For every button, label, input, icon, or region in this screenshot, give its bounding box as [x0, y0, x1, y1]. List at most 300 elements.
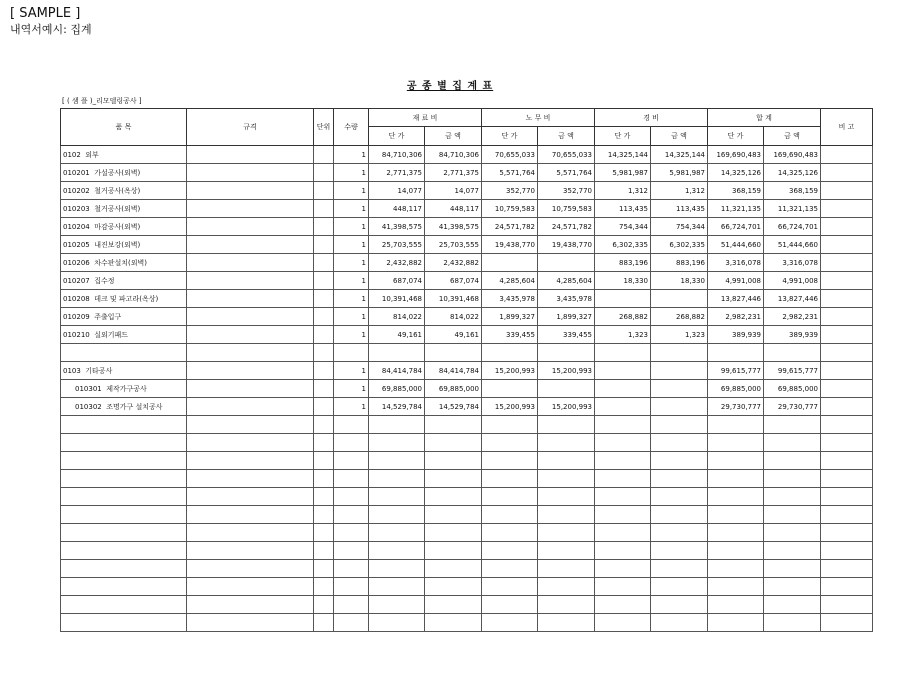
cell-expense-amount: 754,344 [651, 218, 708, 236]
cell-total-unit-price: 368,159 [708, 182, 764, 200]
cell-remark [821, 380, 873, 398]
header-qty: 수량 [334, 109, 369, 146]
cell-material-unit-price: 448,117 [369, 200, 425, 218]
cell-labor-unit-price: 24,571,782 [482, 218, 538, 236]
cell-item [61, 200, 187, 218]
cell-empty [708, 524, 764, 542]
cell-material-amount: 49,161 [425, 326, 482, 344]
cell-total-amount: 66,724,701 [764, 218, 821, 236]
cell-empty [708, 542, 764, 560]
cell-empty [821, 596, 873, 614]
cell-empty [764, 452, 821, 470]
cell-empty [369, 524, 425, 542]
cell-empty [821, 614, 873, 632]
cell-total-unit-price: 14,325,126 [708, 164, 764, 182]
cell-empty [61, 470, 187, 488]
item-code: 010302 [75, 402, 102, 411]
cell-empty [369, 416, 425, 434]
cell-qty: 1 [334, 398, 369, 416]
cell-spec [187, 308, 314, 326]
header-expense: 경 비 [595, 109, 708, 127]
cell-empty [425, 488, 482, 506]
cell-empty [425, 524, 482, 542]
cell-empty [61, 596, 187, 614]
cell-material-amount: 25,703,555 [425, 236, 482, 254]
cell-empty [369, 506, 425, 524]
cell-empty [538, 488, 595, 506]
cell-qty: 1 [334, 236, 369, 254]
cell-empty [708, 488, 764, 506]
cell-spec [187, 236, 314, 254]
cell-empty [595, 470, 651, 488]
cell-spec [187, 290, 314, 308]
cell-total-amount: 14,325,126 [764, 164, 821, 182]
item-name: 조명가구 설치공사 [106, 402, 163, 411]
cell-qty: 1 [334, 272, 369, 290]
cell-remark [821, 398, 873, 416]
cell-item [61, 362, 187, 380]
empty-row [61, 542, 873, 560]
cell-remark [821, 272, 873, 290]
cell-empty [651, 614, 708, 632]
cell-material-unit-price: 41,398,575 [369, 218, 425, 236]
cell-empty [821, 560, 873, 578]
table-row [61, 362, 873, 380]
cell-material-amount: 2,771,375 [425, 164, 482, 182]
cell-total-unit-price: 169,690,483 [708, 146, 764, 164]
cell-empty [595, 452, 651, 470]
cell-empty [764, 542, 821, 560]
cell-qty: 1 [334, 380, 369, 398]
cell-empty [764, 434, 821, 452]
item-code: 010210 [63, 330, 90, 339]
item-name: 철거공사(옥상) [94, 186, 141, 195]
cell-spec [187, 326, 314, 344]
cell-empty [61, 578, 187, 596]
cell-empty [821, 452, 873, 470]
cell-item [61, 182, 187, 200]
cell-empty [425, 434, 482, 452]
cell-expense-unit-price [595, 380, 651, 398]
item-code: 010204 [63, 222, 90, 231]
table-row [61, 344, 873, 362]
cell-empty [482, 614, 538, 632]
empty-row [61, 578, 873, 596]
cell-empty [595, 542, 651, 560]
cell-material-unit-price: 10,391,468 [369, 290, 425, 308]
cell-material-amount: 14,529,784 [425, 398, 482, 416]
cell-empty [651, 488, 708, 506]
cell-labor-unit-price: 19,438,770 [482, 236, 538, 254]
cell-empty [61, 452, 187, 470]
cell-unit [314, 236, 334, 254]
cell-empty [334, 560, 369, 578]
cell-item [61, 218, 187, 236]
item-name: 제작가구공사 [106, 384, 147, 393]
cell-unit [314, 398, 334, 416]
cell-empty [187, 506, 314, 524]
cell-remark [821, 236, 873, 254]
table-row [61, 398, 873, 416]
cell-qty: 1 [334, 308, 369, 326]
cell-empty [651, 452, 708, 470]
cell-empty [334, 506, 369, 524]
cell-material-unit-price: 2,771,375 [369, 164, 425, 182]
cell-empty [187, 452, 314, 470]
cell-total-unit-price: 13,827,446 [708, 290, 764, 308]
cell-item [61, 380, 187, 398]
cell-remark [821, 218, 873, 236]
cell-spec [187, 182, 314, 200]
item-code: 010208 [63, 294, 90, 303]
cell-expense-unit-price: 883,196 [595, 254, 651, 272]
cell-spec [187, 344, 314, 362]
item-code: 010201 [63, 168, 90, 177]
cell-empty [764, 596, 821, 614]
cell-spec [187, 254, 314, 272]
cell-expense-amount: 883,196 [651, 254, 708, 272]
cell-item [61, 344, 187, 362]
cell-empty [334, 578, 369, 596]
empty-row [61, 614, 873, 632]
cell-empty [61, 614, 187, 632]
cell-total-amount: 11,321,135 [764, 200, 821, 218]
cell-labor-unit-price: 352,770 [482, 182, 538, 200]
cell-empty [708, 578, 764, 596]
cell-empty [708, 452, 764, 470]
cell-expense-unit-price: 754,344 [595, 218, 651, 236]
cell-empty [651, 578, 708, 596]
cell-empty [425, 560, 482, 578]
cell-empty [764, 524, 821, 542]
cell-spec [187, 164, 314, 182]
cell-remark [821, 326, 873, 344]
cell-material-amount: 84,710,306 [425, 146, 482, 164]
cell-unit [314, 200, 334, 218]
cell-empty [538, 578, 595, 596]
cell-spec [187, 272, 314, 290]
cell-labor-unit-price [482, 344, 538, 362]
cell-empty [482, 596, 538, 614]
cell-labor-amount: 15,200,993 [538, 398, 595, 416]
cell-empty [425, 596, 482, 614]
cell-qty: 1 [334, 164, 369, 182]
empty-row [61, 560, 873, 578]
cell-material-amount: 10,391,468 [425, 290, 482, 308]
cell-empty [821, 506, 873, 524]
cell-empty [187, 434, 314, 452]
table-row [61, 182, 873, 200]
cell-empty [821, 524, 873, 542]
cell-empty [708, 614, 764, 632]
cell-expense-amount: 14,325,144 [651, 146, 708, 164]
cell-empty [651, 524, 708, 542]
cell-empty [538, 470, 595, 488]
empty-row [61, 488, 873, 506]
cell-empty [61, 560, 187, 578]
cell-expense-unit-price: 268,882 [595, 308, 651, 326]
cell-total-unit-price [708, 344, 764, 362]
cell-unit [314, 344, 334, 362]
cell-material-unit-price: 25,703,555 [369, 236, 425, 254]
cell-expense-amount: 1,312 [651, 182, 708, 200]
cell-item [61, 164, 187, 182]
cell-empty [482, 488, 538, 506]
cell-empty [334, 614, 369, 632]
cell-material-amount: 814,022 [425, 308, 482, 326]
item-name: 마감공사(외벽) [94, 222, 141, 231]
empty-row [61, 434, 873, 452]
item-code: 0103 [63, 366, 81, 375]
cell-empty [61, 488, 187, 506]
cell-unit [314, 218, 334, 236]
cell-empty [595, 614, 651, 632]
cell-empty [708, 470, 764, 488]
cell-qty: 1 [334, 146, 369, 164]
cell-total-unit-price: 2,982,231 [708, 308, 764, 326]
cell-empty [595, 524, 651, 542]
cell-empty [764, 506, 821, 524]
cell-empty [538, 434, 595, 452]
header-unit: 단위 [314, 109, 334, 146]
cell-empty [334, 596, 369, 614]
table-row [61, 308, 873, 326]
cell-item [61, 146, 187, 164]
cell-expense-amount [651, 380, 708, 398]
cell-empty [821, 470, 873, 488]
cell-labor-amount: 3,435,978 [538, 290, 595, 308]
cell-total-amount: 29,730,777 [764, 398, 821, 416]
cell-total-unit-price: 99,615,777 [708, 362, 764, 380]
cell-spec [187, 146, 314, 164]
table-row [61, 218, 873, 236]
cell-expense-amount [651, 344, 708, 362]
item-name: 집수정 [94, 276, 115, 285]
cell-labor-amount: 24,571,782 [538, 218, 595, 236]
cell-expense-amount [651, 290, 708, 308]
empty-row [61, 524, 873, 542]
cell-empty [482, 506, 538, 524]
cell-empty [764, 614, 821, 632]
cell-empty [61, 434, 187, 452]
cell-empty [187, 578, 314, 596]
table-row [61, 290, 873, 308]
cell-total-unit-price: 51,444,660 [708, 236, 764, 254]
cell-expense-amount: 113,435 [651, 200, 708, 218]
cell-item [61, 290, 187, 308]
cell-remark [821, 182, 873, 200]
cell-expense-amount [651, 362, 708, 380]
cell-expense-unit-price: 1,312 [595, 182, 651, 200]
cell-item [61, 254, 187, 272]
cell-labor-unit-price: 5,571,764 [482, 164, 538, 182]
cell-remark [821, 290, 873, 308]
cell-qty: 1 [334, 362, 369, 380]
cell-empty [314, 506, 334, 524]
cell-empty [314, 560, 334, 578]
cell-empty [595, 596, 651, 614]
cell-empty [595, 578, 651, 596]
header-labor-unit-price: 단 가 [482, 127, 538, 146]
cell-empty [482, 452, 538, 470]
cell-total-unit-price: 389,939 [708, 326, 764, 344]
cell-total-unit-price: 29,730,777 [708, 398, 764, 416]
cell-expense-unit-price [595, 362, 651, 380]
cell-labor-unit-price: 15,200,993 [482, 398, 538, 416]
cell-empty [334, 524, 369, 542]
cell-labor-amount: 19,438,770 [538, 236, 595, 254]
cell-empty [538, 614, 595, 632]
cell-empty [764, 578, 821, 596]
cell-empty [334, 470, 369, 488]
cell-labor-amount: 352,770 [538, 182, 595, 200]
cell-empty [369, 596, 425, 614]
cell-labor-amount: 70,655,033 [538, 146, 595, 164]
cell-remark [821, 254, 873, 272]
cell-empty [821, 542, 873, 560]
item-name: 내진보강(외벽) [94, 240, 141, 249]
header-material-unit-price: 단 가 [369, 127, 425, 146]
cell-total-unit-price: 4,991,008 [708, 272, 764, 290]
cell-expense-unit-price: 6,302,335 [595, 236, 651, 254]
cell-material-unit-price: 2,432,882 [369, 254, 425, 272]
cell-material-amount: 84,414,784 [425, 362, 482, 380]
cell-empty [764, 560, 821, 578]
cell-expense-unit-price: 113,435 [595, 200, 651, 218]
cell-total-amount: 169,690,483 [764, 146, 821, 164]
cell-total-unit-price: 66,724,701 [708, 218, 764, 236]
cell-expense-amount: 1,323 [651, 326, 708, 344]
item-code: 010206 [63, 258, 90, 267]
cell-empty [821, 578, 873, 596]
item-name: 데크 및 파고라(옥상) [94, 294, 159, 303]
cell-total-amount: 3,316,078 [764, 254, 821, 272]
cell-empty [187, 488, 314, 506]
header-expense-unit-price: 단 가 [595, 127, 651, 146]
cell-empty [61, 506, 187, 524]
cell-empty [482, 560, 538, 578]
cell-unit [314, 164, 334, 182]
cell-empty [595, 560, 651, 578]
cell-material-amount: 687,074 [425, 272, 482, 290]
cell-unit [314, 362, 334, 380]
document-title [0, 77, 900, 92]
cell-empty [314, 416, 334, 434]
table-row [61, 380, 873, 398]
header-item: 품 목 [61, 109, 187, 146]
cell-empty [482, 578, 538, 596]
cell-empty [651, 416, 708, 434]
cell-empty [708, 596, 764, 614]
cell-empty [651, 596, 708, 614]
cell-empty [538, 452, 595, 470]
cell-empty [708, 560, 764, 578]
table-row [61, 254, 873, 272]
cell-material-unit-price: 814,022 [369, 308, 425, 326]
cell-total-unit-price: 69,885,000 [708, 380, 764, 398]
cell-expense-unit-price [595, 290, 651, 308]
cell-remark [821, 164, 873, 182]
item-code: 010207 [63, 276, 90, 285]
cell-material-unit-price: 14,077 [369, 182, 425, 200]
cell-empty [61, 542, 187, 560]
cell-empty [369, 578, 425, 596]
cell-expense-amount: 268,882 [651, 308, 708, 326]
cell-spec [187, 398, 314, 416]
cell-material-unit-price [369, 344, 425, 362]
item-code: 010301 [75, 384, 102, 393]
cell-remark [821, 146, 873, 164]
cell-qty: 1 [334, 218, 369, 236]
cell-empty [651, 470, 708, 488]
cell-empty [708, 434, 764, 452]
table-body [61, 146, 873, 632]
cell-empty [821, 416, 873, 434]
table-row [61, 236, 873, 254]
cell-qty: 1 [334, 290, 369, 308]
cell-item [61, 236, 187, 254]
item-name: 차수판설치(외벽) [94, 258, 147, 267]
cell-empty [538, 596, 595, 614]
cell-empty [595, 488, 651, 506]
sample-label: [ SAMPLE ] [10, 6, 81, 21]
document-title-text: 공 종 별 집 계 표 [406, 81, 494, 92]
cell-empty [425, 506, 482, 524]
cell-empty [314, 614, 334, 632]
cell-empty [651, 542, 708, 560]
cell-expense-unit-price: 14,325,144 [595, 146, 651, 164]
cell-empty [334, 488, 369, 506]
cell-item [61, 326, 187, 344]
header-labor: 노 무 비 [482, 109, 595, 127]
cell-remark [821, 308, 873, 326]
cell-material-amount: 41,398,575 [425, 218, 482, 236]
cell-empty [334, 452, 369, 470]
cell-empty [538, 416, 595, 434]
cell-empty [314, 434, 334, 452]
header-expense-amount: 금 액 [651, 127, 708, 146]
cell-labor-amount: 5,571,764 [538, 164, 595, 182]
cell-empty [187, 542, 314, 560]
cell-empty [595, 416, 651, 434]
cell-empty [369, 542, 425, 560]
cell-expense-unit-price [595, 344, 651, 362]
cell-item [61, 308, 187, 326]
cell-empty [314, 542, 334, 560]
cell-total-unit-price: 11,321,135 [708, 200, 764, 218]
cell-empty [821, 488, 873, 506]
cell-material-amount: 14,077 [425, 182, 482, 200]
cell-labor-unit-price: 15,200,993 [482, 362, 538, 380]
header-spec: 규격 [187, 109, 314, 146]
cell-labor-unit-price: 3,435,978 [482, 290, 538, 308]
cell-empty [425, 542, 482, 560]
cell-empty [595, 434, 651, 452]
cell-empty [651, 434, 708, 452]
cell-material-amount: 448,117 [425, 200, 482, 218]
cell-empty [314, 596, 334, 614]
item-code: 010202 [63, 186, 90, 195]
cell-empty [369, 560, 425, 578]
cell-unit [314, 146, 334, 164]
cell-remark [821, 344, 873, 362]
cell-expense-amount: 5,981,987 [651, 164, 708, 182]
cell-empty [482, 434, 538, 452]
cell-spec [187, 362, 314, 380]
empty-row [61, 470, 873, 488]
cell-empty [482, 542, 538, 560]
cell-expense-unit-price: 18,330 [595, 272, 651, 290]
